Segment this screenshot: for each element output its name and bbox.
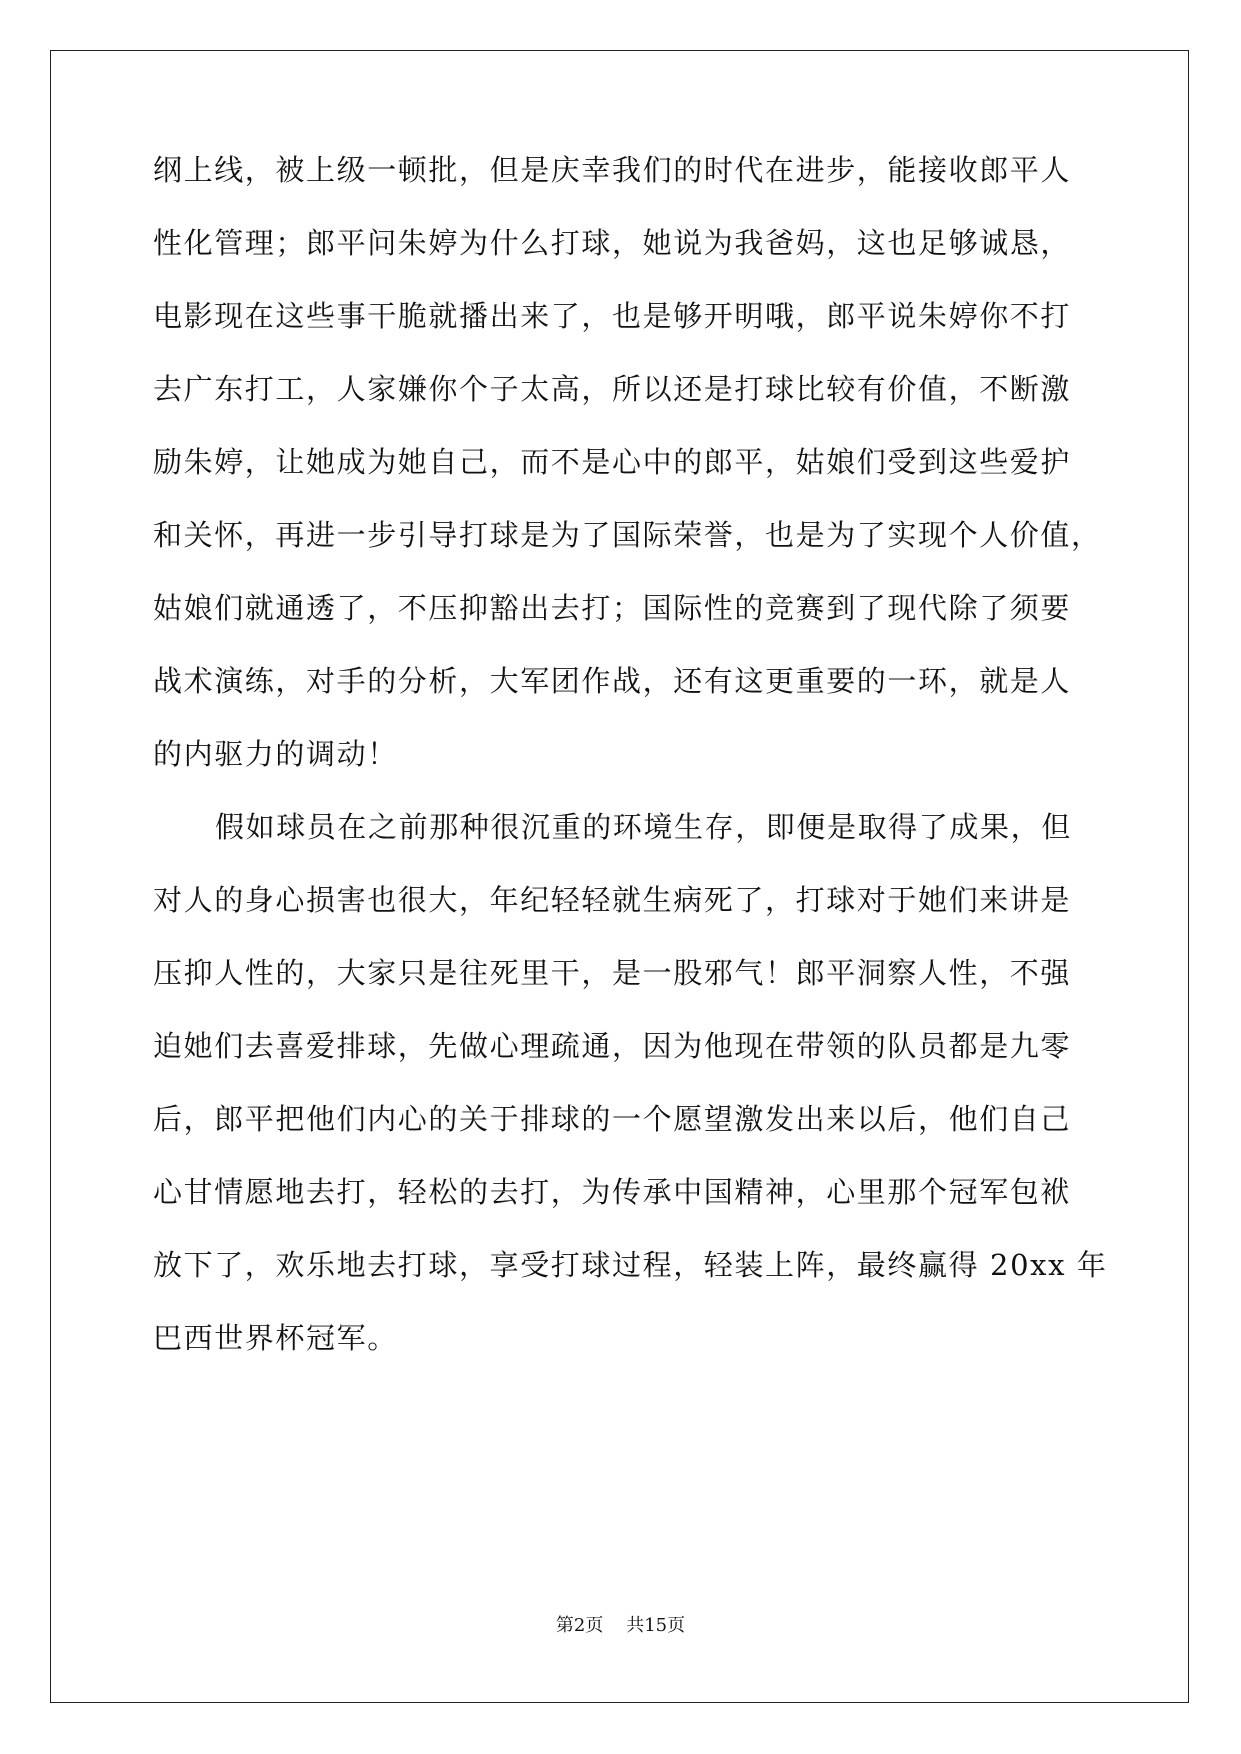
text-line: 迫她们去喜爱排球，先做心理疏通，因为他现在带领的队员都是九零 — [153, 1029, 1072, 1063]
text-line: 压抑人性的，大家只是往死里干，是一股邪气！郎平洞察人性，不强 — [153, 956, 1072, 990]
text-line: 后，郎平把他们内心的关于排球的一个愿望激发出来以后，他们自己 — [153, 1102, 1072, 1136]
page-footer — [0, 1614, 1241, 1638]
text-line: 去广东打工，人家嫌你个子太高，所以还是打球比较有价值，不断激 — [153, 372, 1072, 406]
text-line: 和关怀，再进一步引导打球是为了国际荣誉，也是为了实现个人价值， — [153, 518, 1102, 552]
text-line: 电影现在这些事干脆就播出来了，也是够开明哦，郎平说朱婷你不打 — [153, 299, 1072, 333]
text-line: 放下了，欢乐地去打球，享受打球过程，轻装上阵，最终赢得 20xx 年 — [153, 1248, 1108, 1282]
text-line: 励朱婷，让她成为她自己，而不是心中的郎平，姑娘们受到这些爱护 — [153, 445, 1072, 479]
page-number: 第2页 共15页 — [555, 1615, 686, 1636]
text-line: 对人的身心损害也很大，年纪轻轻就生病死了，打球对于她们来讲是 — [153, 883, 1072, 917]
paragraph-first-line: 假如球员在之前那种很沉重的环境生存，即便是取得了成果，但 — [215, 810, 1072, 844]
text-line: 纲上线，被上级一顿批，但是庆幸我们的时代在进步，能接收郎平人 — [153, 153, 1072, 187]
text-line: 战术演练，对手的分析，大军团作战，还有这更重要的一环，就是人 — [153, 664, 1072, 698]
text-line: 姑娘们就通透了，不压抑豁出去打；国际性的竞赛到了现代除了须要 — [153, 591, 1072, 625]
text-line: 的内驱力的调动！ — [153, 737, 398, 771]
text-line: 巴西世界杯冠军。 — [153, 1321, 398, 1355]
text-line: 心甘情愿地去打，轻松的去打，为传承中国精神，心里那个冠军包袱 — [153, 1175, 1072, 1209]
text-line: 性化管理；郎平问朱婷为什么打球，她说为我爸妈，这也足够诚恳， — [153, 226, 1072, 260]
